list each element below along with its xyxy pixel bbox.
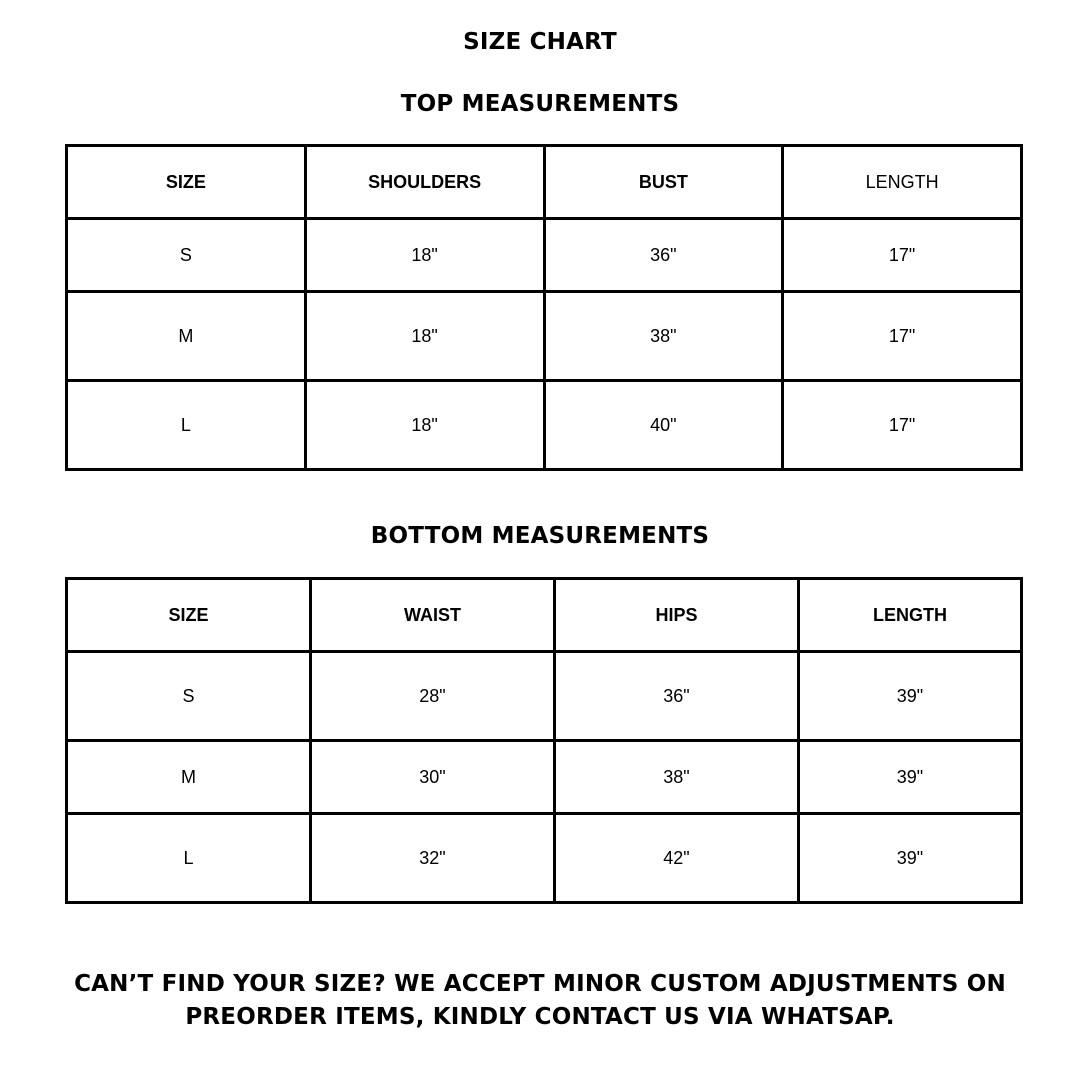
table-cell: 17"	[783, 292, 1022, 381]
column-header-waist: WAIST	[311, 579, 555, 652]
table-cell: 17"	[783, 381, 1022, 470]
table-cell: 32"	[311, 814, 555, 903]
top-measurements-title: TOP MEASUREMENTS	[400, 91, 680, 117]
table-cell: S	[67, 219, 306, 292]
table-row	[67, 219, 1022, 292]
table-header-row	[67, 579, 1022, 652]
table-cell: L	[67, 381, 306, 470]
column-header-hips: HIPS	[555, 579, 799, 652]
column-header-shoulders: SHOULDERS	[305, 146, 544, 219]
table-cell: 30"	[311, 741, 555, 814]
note-line-1: CAN’T FIND YOUR SIZE? WE ACCEPT MINOR CUSTOM ADJUSTMENTS ON	[74, 971, 1006, 997]
column-header-length: LENGTH	[799, 579, 1022, 652]
table-cell: 39"	[799, 741, 1022, 814]
top-measurements-table	[65, 144, 1023, 471]
note-line-2: PREORDER ITEMS, KINDLY CONTACT US VIA WHATSAP.	[185, 1004, 895, 1030]
table-cell: 36"	[544, 219, 783, 292]
table-header-row	[67, 146, 1022, 219]
table-cell: 28"	[311, 652, 555, 741]
table-cell: L	[67, 814, 311, 903]
page-title: SIZE CHART	[463, 29, 617, 55]
table-row	[67, 652, 1022, 741]
table-cell: 39"	[799, 814, 1022, 903]
table-cell: 39"	[799, 652, 1022, 741]
table-cell: 18"	[305, 219, 544, 292]
table-row	[67, 814, 1022, 903]
column-header-size: SIZE	[67, 146, 306, 219]
column-header-length: LENGTH	[783, 146, 1022, 219]
table-cell: 36"	[555, 652, 799, 741]
table-row	[67, 741, 1022, 814]
table-cell: 17"	[783, 219, 1022, 292]
bottom-measurements-title: BOTTOM MEASUREMENTS	[370, 523, 710, 549]
table-cell: 40"	[544, 381, 783, 470]
table-cell: 42"	[555, 814, 799, 903]
table-cell: 18"	[305, 292, 544, 381]
custom-adjustment-note	[40, 968, 1040, 1034]
table-cell: S	[67, 652, 311, 741]
table-row	[67, 292, 1022, 381]
table-cell: 38"	[555, 741, 799, 814]
table-row	[67, 381, 1022, 470]
table-cell: 38"	[544, 292, 783, 381]
column-header-size: SIZE	[67, 579, 311, 652]
column-header-bust: BUST	[544, 146, 783, 219]
table-cell: M	[67, 292, 306, 381]
table-cell: 18"	[305, 381, 544, 470]
table-cell: M	[67, 741, 311, 814]
bottom-measurements-table	[65, 577, 1023, 904]
